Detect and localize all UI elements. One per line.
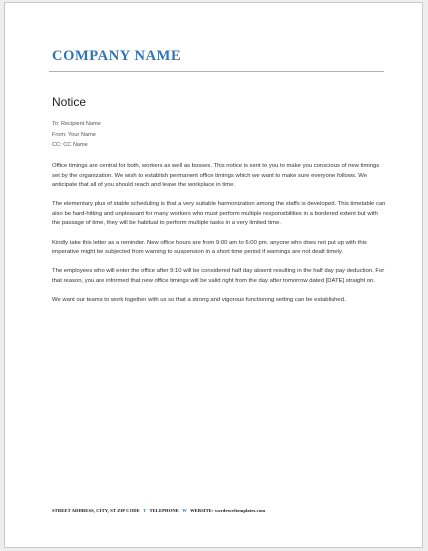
company-name: COMPANY NAME bbox=[52, 48, 182, 64]
from-line: From: Your Name bbox=[52, 131, 96, 138]
notice-title: Notice bbox=[52, 95, 87, 109]
document-page bbox=[4, 2, 423, 548]
to-line: To: Recipient Name bbox=[52, 121, 101, 127]
header-divider bbox=[49, 71, 384, 72]
body-paragraph: We want our teams to work together with us so that a strong and vigorous functioning setting can be established. bbox=[52, 296, 346, 303]
footer-contact bbox=[52, 508, 265, 513]
footer-separator: T bbox=[143, 508, 147, 513]
body-paragraph: The elementary plus of stable scheduling is that a very suitable harmonization among the staffs is developed. This timetable can also be hard-hitting and unpleasant for many workers who must perform multiple responsibilities in a bordered extent but with the passage of time, they will be habitual to perform multiple tasks in a very limited time. bbox=[52, 201, 386, 227]
body-paragraph: Office timings are central for both, workers as well as bosses. This notice is sent to you to make you conscious of new timings set by the organization. We wish to establish permanent office timings which we want to make sure everyone follows. We anticipate that all of you should reach and leave the workplace in time. bbox=[52, 163, 380, 189]
recipient-block bbox=[52, 119, 101, 151]
notice-body bbox=[52, 162, 386, 315]
cc-line: CC: CC Name bbox=[52, 142, 88, 148]
body-paragraph: The employees who will enter the office after 9:10 will be considered half day absent resulting in the half day pay deduction. For that reason, you are informed that new office timings will be valid right from the day after tomorrow dated [DATE] straight on. bbox=[52, 268, 385, 284]
footer-address: STREET ADDRESS, CITY, ST ZIP CODE bbox=[52, 508, 140, 513]
body-paragraph: Kindly take this letter as a reminder. New office hours are from 9:00 am to 6:00 pm. anyone who does not put up with this imperative might be subjected from warning to suspension in a short time period if warnings are not dealt timely. bbox=[52, 239, 367, 256]
footer-separator: W bbox=[182, 508, 187, 513]
footer-website: WEBSITE: wordexceltemplates.com bbox=[190, 508, 266, 513]
footer-telephone: TELEPHONE bbox=[149, 508, 179, 513]
